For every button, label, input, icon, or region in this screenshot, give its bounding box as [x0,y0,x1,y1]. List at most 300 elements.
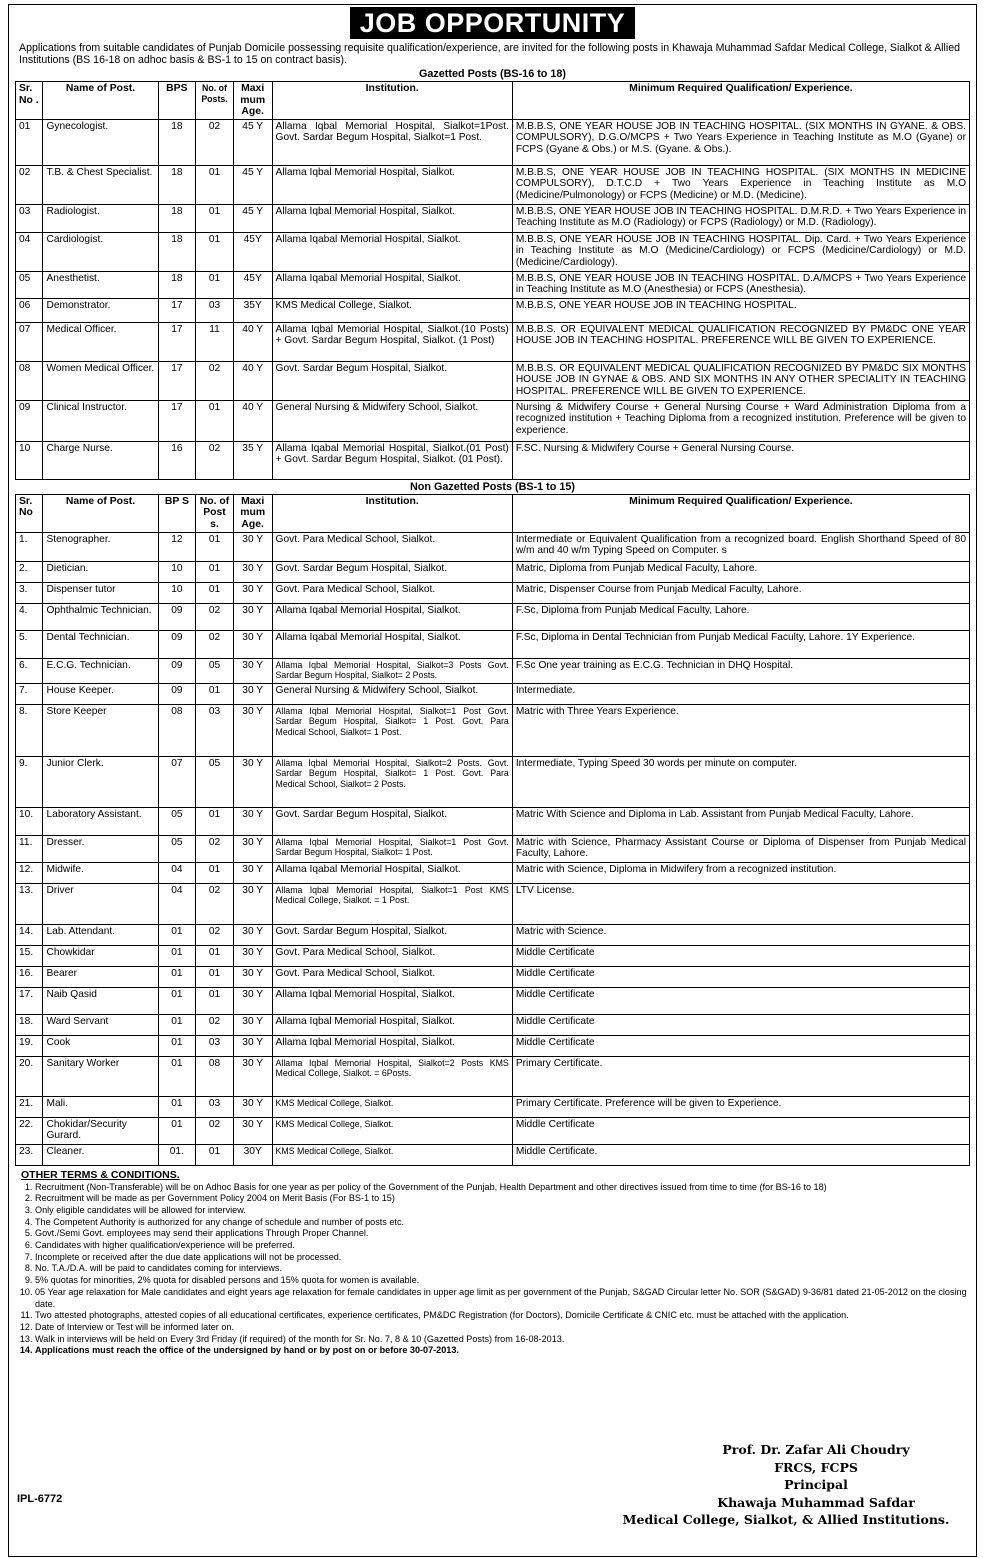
terms-item: 2. Recruitment will be made as per Government Policy 2004 on Merit Basis (For BS-1 to 15) [35,1193,970,1205]
gazetted-table-body [16,119,970,479]
cell-age: 30 Y [233,704,272,756]
table-row [16,532,970,561]
cell-age: 45 Y [233,119,272,165]
cell-age: 30Y [233,1144,272,1165]
cell-sr: 15. [16,945,43,966]
cell-bps: 09 [158,658,196,683]
cell-sr: 12. [16,862,43,883]
cell-bps: 18 [158,165,196,204]
signatory-designation: Principal [784,1477,848,1493]
cell-post-name: Charge Nurse. [43,441,158,479]
cell-post-name: Anesthetist. [43,271,158,298]
cell-age: 30 Y [233,924,272,945]
cell-age: 35 Y [233,441,272,479]
cell-sr: 22. [16,1117,43,1144]
cell-institution: Allama Iqbal Memorial Hospital, Sialkot=3 Posts Govt. Sardar Begum Hospital, Sialkot= 2 Posts. [272,658,512,683]
cell-age: 45Y [233,232,272,271]
terms-item: 13. Walk in interviews will be held on Every 3rd Friday (if required) of the month for Sr. No. 7, 8 & 10 (Gazetted Posts) from 16-08-2013. [35,1334,970,1346]
signatory-name: Prof. Dr. Zafar Ali Choudry [722,1442,910,1457]
cell-qualification: Middle Certificate [512,945,969,966]
cell-bps: 10 [158,582,196,603]
cell-post-name: Cook [43,1035,158,1056]
cell-institution: Allama Iqabal Memorial Hospital, Sialkot. [272,862,512,883]
cell-post-name: Sanitary Worker [43,1056,158,1096]
cell-qualification: Middle Certificate [512,1014,969,1035]
cell-bps: 09 [158,683,196,704]
signatory-org-line2: Medical College, Sialkot, & Allied Institutions. [622,1512,950,1528]
cell-institution: KMS Medical College, Sialkot. [272,1096,512,1117]
col-header-age: Maxi mum Age. [233,82,272,120]
cell-post-name: Store Keeper [43,704,158,756]
cell-sr: 5. [16,630,43,658]
cell-sr: 11. [16,835,43,862]
cell-qualification: Middle Certificate [512,1117,969,1144]
cell-posts: 01 [196,807,234,835]
cell-qualification: M.B.B.S, ONE YEAR HOUSE JOB IN TEACHING HOSPITAL. D.M.R.D. + Two Years Experience in Teaching Institute as M.O (Radiology) or FCPS (Radiology) or M.D. (Radiology). [512,204,969,232]
cell-bps: 18 [158,204,196,232]
terms-item: 4. The Competent Authority is authorized for any change of schedule and number of posts etc. [35,1217,970,1229]
table-row [16,966,970,987]
table-row [16,204,970,232]
cell-age: 45 Y [233,165,272,204]
cell-qualification: Middle Certificate [512,1035,969,1056]
cell-posts: 01 [196,561,234,582]
cell-bps: 12 [158,532,196,561]
cell-age: 45Y [233,271,272,298]
cell-posts: 01 [196,532,234,561]
non-gazetted-section-title: Non Gazetted Posts (BS-1 to 15) [410,480,575,493]
cell-posts: 02 [196,883,234,924]
cell-sr: 6. [16,658,43,683]
cell-posts: 02 [196,441,234,479]
cell-age: 40 Y [233,322,272,361]
cell-posts: 02 [196,119,234,165]
cell-institution: Govt. Para Medical School, Sialkot. [272,945,512,966]
gazetted-section-title: Gazetted Posts (BS-16 to 18) [419,68,566,80]
cell-post-name: Women Medical Officer. [43,361,158,400]
cell-bps: 18 [158,271,196,298]
cell-sr: 2. [16,561,43,582]
table-row [16,1014,970,1035]
cell-posts: 02 [196,630,234,658]
table-row [16,603,970,630]
cell-sr: 06 [16,298,43,322]
col-header-sr: Sr. No [16,494,43,532]
cell-institution: Allama Iqbal Memorial Hospital, Sialkot. [272,165,512,204]
cell-posts: 02 [196,924,234,945]
cell-institution: Govt. Para Medical School, Sialkot. [272,966,512,987]
terms-item: 1. Recruitment (Non-Transferable) will be on Adhoc Basis for one year as per policy of the Government of the Punjab, Health Department and other directives issued from time to time (for BS-16 to 18) [35,1182,970,1194]
intro-paragraph: Applications from suitable candidates of Punjab Domicile possessing requisite qualification/experience, are invited for the following posts in Khawaja Muhammad Safdar Medical College, Sialkot & Allied Institutions (BS 16-18 on adhoc basis & BS-1 to 15 on contract basis). [19,42,960,66]
col-header-posts: No. of Post s. [196,494,234,532]
cell-post-name: Demonstrator. [43,298,158,322]
cell-post-name: Cardiologist. [43,232,158,271]
cell-posts: 01 [196,945,234,966]
cell-post-name: Gynecologist. [43,119,158,165]
cell-sr: 02 [16,165,43,204]
table-row [16,400,970,441]
cell-sr: 14. [16,924,43,945]
cell-institution: Allama Iqbal Memorial Hospital, Sialkot. [272,1014,512,1035]
cell-qualification: Primary Certificate. Preference will be given to Experience. [512,1096,969,1117]
title-wrap [15,7,970,39]
cell-qualification: Intermediate or Equivalent Qualification from a recognized board. English Shorthand Speed of 80 w/m and 40 w/m Typing Speed on Computer. s [512,532,969,561]
cell-post-name: Dresser. [43,835,158,862]
cell-posts: 02 [196,361,234,400]
cell-post-name: Bearer [43,966,158,987]
table-row [16,1144,970,1165]
cell-qualification: Intermediate. [512,683,969,704]
cell-sr: 10. [16,807,43,835]
cell-post-name: House Keeper. [43,683,158,704]
cell-age: 30 Y [233,1056,272,1096]
cell-age: 30 Y [233,1014,272,1035]
cell-institution: KMS Medical College, Sialkot. [272,298,512,322]
cell-posts: 03 [196,298,234,322]
cell-bps: 01 [158,1014,196,1035]
cell-institution: Allama Iqabal Memorial Hospital, Sialkot.(01 Post) + Govt. Sardar Begum Hospital, Sialkot. (01 Post). [272,441,512,479]
cell-bps: 09 [158,603,196,630]
terms-item: 5. Govt./Semi Govt. employees may send their applications Through Proper Channel. [35,1228,970,1240]
cell-institution: Allama Iqbal Memorial Hospital, Sialkot. [272,987,512,1014]
cell-institution: Allama Iqbal Memorial Hospital, Sialkot=2 Posts KMS Medical College, Sialkot. = 6Posts. [272,1056,512,1096]
cell-age: 45 Y [233,204,272,232]
cell-qualification: Matric With Science and Diploma in Lab. Assistant from Punjab Medical Faculty, Lahore. [512,807,969,835]
cell-sr: 10 [16,441,43,479]
cell-institution: Allama Iqbal Memorial Hospital, Sialkot=1 Post Govt. Sardar Begum Hospital, Sialkot= 1 Post. Govt. Para Medical School, Sialkot= 1 Post. [272,704,512,756]
cell-posts: 02 [196,603,234,630]
cell-sr: 09 [16,400,43,441]
cell-post-name: Junior Clerk. [43,756,158,807]
cell-sr: 17. [16,987,43,1014]
cell-age: 35Y [233,298,272,322]
cell-post-name: Ophthalmic Technician. [43,603,158,630]
cell-bps: 08 [158,704,196,756]
cell-qualification: Matric, Dispenser Course from Punjab Medical Faculty, Lahore. [512,582,969,603]
cell-age: 30 Y [233,883,272,924]
gazetted-posts-table [15,81,970,480]
terms-item: 3. Only eligible candidates will be allowed for interview. [35,1205,970,1217]
table-row [16,271,970,298]
terms-item: 6. Candidates with higher qualification/experience will be preferred. [35,1240,970,1252]
cell-posts: 02 [196,835,234,862]
table-row [16,1096,970,1117]
cell-qualification: M.B.B.S, ONE YEAR HOUSE JOB IN TEACHING HOSPITAL. Dip. Card. + Two Years Experience in Teaching Institute as M.O (Medicine/Cardiology) or FCPS (Medicine/Cardiology) or M.D. (Medicine/Cardiology). [512,232,969,271]
cell-age: 30 Y [233,658,272,683]
cell-bps: 01 [158,1035,196,1056]
cell-post-name: Laboratory Assistant. [43,807,158,835]
col-header-sr: Sr. No . [16,82,43,120]
table-header-row [16,82,970,120]
terms-item: 9. 5% quotas for minorities, 2% quota for disabled persons and 15% quota for women is available. [35,1275,970,1287]
cell-institution: General Nursing & Midwifery School, Sialkot. [272,683,512,704]
cell-institution: General Nursing & Midwifery School, Sialkot. [272,400,512,441]
terms-item: 7. Incomplete or received after the due date applications will not be processed. [35,1252,970,1264]
cell-posts: 01 [196,400,234,441]
table-row [16,756,970,807]
cell-post-name: Radiologist. [43,204,158,232]
table-row [16,630,970,658]
cell-qualification: Primary Certificate. [512,1056,969,1096]
cell-sr: 04 [16,232,43,271]
cell-posts: 05 [196,756,234,807]
cell-posts: 01 [196,987,234,1014]
col-header-name: Name of Post. [43,494,158,532]
cell-qualification: Matric with Science. [512,924,969,945]
cell-age: 30 Y [233,987,272,1014]
cell-qualification: M.B.B.S. OR EQUIVALENT MEDICAL QUALIFICATION RECOGNIZED BY PM&DC SIX MONTHS HOUSE JOB IN GYNAE & OBS. AND SIX MONTHS IN ANY OTHER SPECIALITY IN TEACHING HOSPITAL. PREFERENCE WILL BE GIVEN TO EXPERIENCE. [512,361,969,400]
cell-sr: 4. [16,603,43,630]
cell-sr: 23. [16,1144,43,1165]
table-row [16,883,970,924]
non-gazetted-table-body [16,532,970,1165]
cell-age: 30 Y [233,603,272,630]
cell-age: 40 Y [233,361,272,400]
cell-institution: Allama Iqbal Memorial Hospital, Sialkot=1 Post Govt. Sardar Begum Hospital, Sialkot= 1 Post. [272,835,512,862]
cell-post-name: Chowkidar [43,945,158,966]
cell-age: 30 Y [233,1096,272,1117]
cell-sr: 1. [16,532,43,561]
cell-sr: 16. [16,966,43,987]
cell-sr: 8. [16,704,43,756]
terms-title: OTHER TERMS & CONDITIONS. [21,1168,180,1181]
cell-bps: 01 [158,1096,196,1117]
col-header-bps: BPS [158,82,196,120]
cell-institution: Allama Iqbal Memorial Hospital, Sialkot=2 Posts. Govt. Sardar Begum Hospital, Sialkot= 1 Post. Govt. Para Medical School, Sialkot= 2 Posts. [272,756,512,807]
cell-posts: 01 [196,862,234,883]
cell-bps: 16 [158,441,196,479]
cell-institution: Allama Iqabal Memorial Hospital, Sialkot. [272,271,512,298]
cell-sr: 9. [16,756,43,807]
cell-bps: 17 [158,400,196,441]
table-row [16,582,970,603]
cell-qualification: Matric with Science, Diploma in Midwifery from a recognized institution. [512,862,969,883]
table-header-row [16,494,970,532]
terms-list [15,1182,970,1358]
cell-bps: 01. [158,1144,196,1165]
cell-posts: 03 [196,1035,234,1056]
terms-item: 8. No. T.A./D.A. will be paid to candidates coming for interviews. [35,1263,970,1275]
cell-qualification: M.B.B.S, ONE YEAR HOUSE JOB IN TEACHING HOSPITAL. [512,298,969,322]
cell-posts: 05 [196,658,234,683]
signature-block [622,1441,966,1529]
table-row [16,807,970,835]
table-row [16,119,970,165]
cell-bps: 01 [158,945,196,966]
cell-age: 30 Y [233,1035,272,1056]
cell-age: 30 Y [233,862,272,883]
cell-qualification: F.Sc One year training as E.C.G. Technician in DHQ Hospital. [512,658,969,683]
cell-age: 30 Y [233,966,272,987]
cell-age: 30 Y [233,561,272,582]
cell-qualification: F.SC. Nursing & Midwifery Course + General Nursing Course. [512,441,969,479]
cell-posts: 02 [196,1014,234,1035]
cell-posts: 03 [196,704,234,756]
cell-institution: KMS Medical College, Sialkot. [272,1117,512,1144]
cell-posts: 01 [196,1144,234,1165]
cell-qualification: Middle Certificate. [512,1144,969,1165]
table-row [16,165,970,204]
cell-bps: 01 [158,924,196,945]
table-row [16,683,970,704]
cell-bps: 17 [158,322,196,361]
cell-post-name: Dental Technician. [43,630,158,658]
cell-post-name: T.B. & Chest Specialist. [43,165,158,204]
cell-post-name: Chokidar/Security Gurard. [43,1117,158,1144]
cell-qualification: F.Sc, Diploma from Punjab Medical Faculty, Lahore. [512,603,969,630]
cell-posts: 01 [196,204,234,232]
cell-qualification: F.Sc, Diploma in Dental Technician from Punjab Medical Faculty, Lahore. 1Y Experience. [512,630,969,658]
col-header-age: Maxi mum Age. [233,494,272,532]
cell-post-name: Clinical Instructor. [43,400,158,441]
cell-institution: Allama Iqabal Memorial Hospital, Sialkot. [272,232,512,271]
cell-qualification: M.B.B.S. OR EQUIVALENT MEDICAL QUALIFICATION RECOGNIZED BY PM&DC ONE YEAR HOUSE JOB IN TEACHING HOSPITAL. PREFERENCE WILL BE GIVEN TO EXPERIENCE. [512,322,969,361]
cell-bps: 01 [158,966,196,987]
cell-posts: 01 [196,271,234,298]
cell-post-name: Mali. [43,1096,158,1117]
terms-item: 10. 05 Year age relaxation for Male candidates and eight years age relaxation for female candidates in upper age limit as per government of the Punjab, S&GAD Circular letter No. SOR (S&GAD) 9-36/81 dated 21-05-2012 on the closing date. [35,1287,970,1310]
table-row [16,987,970,1014]
cell-bps: 18 [158,119,196,165]
table-row [16,704,970,756]
cell-post-name: Cleaner. [43,1144,158,1165]
cell-posts: 01 [196,165,234,204]
cell-institution: Govt. Sardar Begum Hospital, Sialkot. [272,807,512,835]
cell-posts: 01 [196,966,234,987]
cell-bps: 01 [158,1117,196,1144]
non-gazetted-posts-table [15,494,970,1166]
cell-post-name: Naib Qasid [43,987,158,1014]
cell-bps: 01 [158,1056,196,1096]
col-header-institution: Institution. [272,82,512,120]
cell-sr: 07 [16,322,43,361]
cell-bps: 05 [158,807,196,835]
cell-qualification: Intermediate, Typing Speed 30 words per minute on computer. [512,756,969,807]
table-row [16,1117,970,1144]
cell-institution: Allama Iqabal Memorial Hospital, Sialkot. [272,603,512,630]
cell-qualification: Matric, Diploma from Punjab Medical Faculty, Lahore. [512,561,969,582]
table-row [16,1035,970,1056]
cell-sr: 03 [16,204,43,232]
terms-item: 12. Date of Interview or Test will be informed later on. [35,1322,970,1334]
cell-sr: 05 [16,271,43,298]
cell-bps: 04 [158,883,196,924]
table-row [16,924,970,945]
cell-age: 30 Y [233,1117,272,1144]
cell-institution: Govt. Sardar Begum Hospital, Sialkot. [272,924,512,945]
cell-qualification: Nursing & Midwifery Course + General Nursing Course + Ward Administration Diploma from a recognized institution + Teaching Diploma from a recognized institution. Preference will be given to experience. [512,400,969,441]
signatory-degrees: FRCS, FCPS [774,1459,858,1475]
col-header-qualification: Minimum Required Qualification/ Experience. [512,82,969,120]
table-row [16,862,970,883]
cell-age: 30 Y [233,630,272,658]
cell-posts: 01 [196,683,234,704]
cell-bps: 18 [158,232,196,271]
cell-posts: 01 [196,232,234,271]
cell-post-name: Dispenser tutor [43,582,158,603]
cell-qualification: Middle Certificate [512,966,969,987]
cell-post-name: Lab. Attendant. [43,924,158,945]
col-header-name: Name of Post. [43,82,158,120]
cell-bps: 10 [158,561,196,582]
table-row [16,1056,970,1096]
cell-post-name: E.C.G. Technician. [43,658,158,683]
cell-sr: 08 [16,361,43,400]
cell-qualification: LTV License. [512,883,969,924]
cell-posts: 01 [196,582,234,603]
cell-posts: 11 [196,322,234,361]
cell-post-name: Stenographer. [43,532,158,561]
table-row [16,835,970,862]
table-row [16,322,970,361]
cell-qualification: M.B.B.S, ONE YEAR HOUSE JOB IN TEACHING HOSPITAL. (SIX MONTHS IN GYANE. & OBS. COMPULSORY), D.G.O/MCPS + Two Years Experience in Teaching Institute as M.O (Gyane) or FCPS (Gyane & Obs.) or M.S. (Gyane. & Obs.). [512,119,969,165]
cell-bps: 05 [158,835,196,862]
cell-post-name: Driver [43,883,158,924]
cell-institution: Govt. Para Medical School, Sialkot. [272,532,512,561]
ad-border [8,4,977,1557]
cell-age: 40 Y [233,400,272,441]
cell-sr: 21. [16,1096,43,1117]
cell-qualification: Matric with Science, Pharmacy Assistant Course or Diploma of Dispenser from Punjab Medical Faculty, Lahore. [512,835,969,862]
cell-age: 30 Y [233,835,272,862]
table-row [16,441,970,479]
col-header-institution: Institution. [272,494,512,532]
cell-bps: 17 [158,361,196,400]
cell-qualification: M.B.B.S, ONE YEAR HOUSE JOB IN TEACHING HOSPITAL. D.A/MCPS + Two Years Experience in Teaching Institute as M.O (Anesthesia) or FCPS (Anesthesia). [512,271,969,298]
cell-post-name: Midwife. [43,862,158,883]
cell-bps: 04 [158,862,196,883]
cell-institution: Allama Iqabal Memorial Hospital, Sialkot. [272,630,512,658]
cell-age: 30 Y [233,683,272,704]
table-row [16,945,970,966]
cell-qualification: M.B.B.S, ONE YEAR HOUSE JOB IN TEACHING HOSPITAL. (SIX MONTHS IN MEDICINE COMPULSORY), D.T.C.D + Two Years Experience in Teaching Institute as M.O (Medicine/Pulmonology) or FCPS (Medicine) or M.D. (Medicine). [512,165,969,204]
terms-item: 11. Two attested photographs, attested copies of all educational certificates, experience certificates, PM&DC Registration (for Doctors), Domicile Certificate & CNIC etc. must be attached with the application. [35,1310,970,1322]
cell-institution: Allama Iqbal Memorial Hospital, Sialkot=1 Post KMS Medical College, Sialkot. = 1 Post. [272,883,512,924]
cell-bps: 07 [158,756,196,807]
cell-institution: Govt. Sardar Begum Hospital, Sialkot. [272,561,512,582]
cell-sr: 19. [16,1035,43,1056]
cell-institution: KMS Medical College, Sialkot. [272,1144,512,1165]
table-row [16,561,970,582]
table-row [16,361,970,400]
cell-institution: Allama Iqbal Memorial Hospital, Sialkot. [272,204,512,232]
cell-age: 30 Y [233,532,272,561]
col-header-qualification: Minimum Required Qualification/ Experience. [512,494,969,532]
cell-institution: Govt. Para Medical School, Sialkot. [272,582,512,603]
cell-age: 30 Y [233,582,272,603]
cell-qualification: Matric with Three Years Experience. [512,704,969,756]
cell-bps: 17 [158,298,196,322]
cell-post-name: Ward Servant [43,1014,158,1035]
cell-sr: 01 [16,119,43,165]
page-title: JOB OPPORTUNITY [350,7,636,39]
cell-post-name: Medical Officer. [43,322,158,361]
cell-age: 30 Y [233,756,272,807]
table-row [16,658,970,683]
signatory-org-line1: Khawaja Muhammad Safdar [717,1494,915,1510]
cell-institution: Allama Iqbal Memorial Hospital, Sialkot=1Post. Govt. Sardar Begum Hospital, Sialkot=1 Post. [272,119,512,165]
cell-sr: 18. [16,1014,43,1035]
cell-institution: Govt. Sardar Begum Hospital, Sialkot. [272,361,512,400]
cell-post-name: Dietician. [43,561,158,582]
table-row [16,232,970,271]
col-header-bps: BP S [158,494,196,532]
cell-posts: 03 [196,1096,234,1117]
ipl-code: IPL-6772 [17,1493,63,1505]
cell-sr: 13. [16,883,43,924]
cell-institution: Allama Iqbal Memorial Hospital, Sialkot.(10 Posts) + Govt. Sardar Begum Hospital, Sialkot. (1 Post) [272,322,512,361]
cell-sr: 7. [16,683,43,704]
